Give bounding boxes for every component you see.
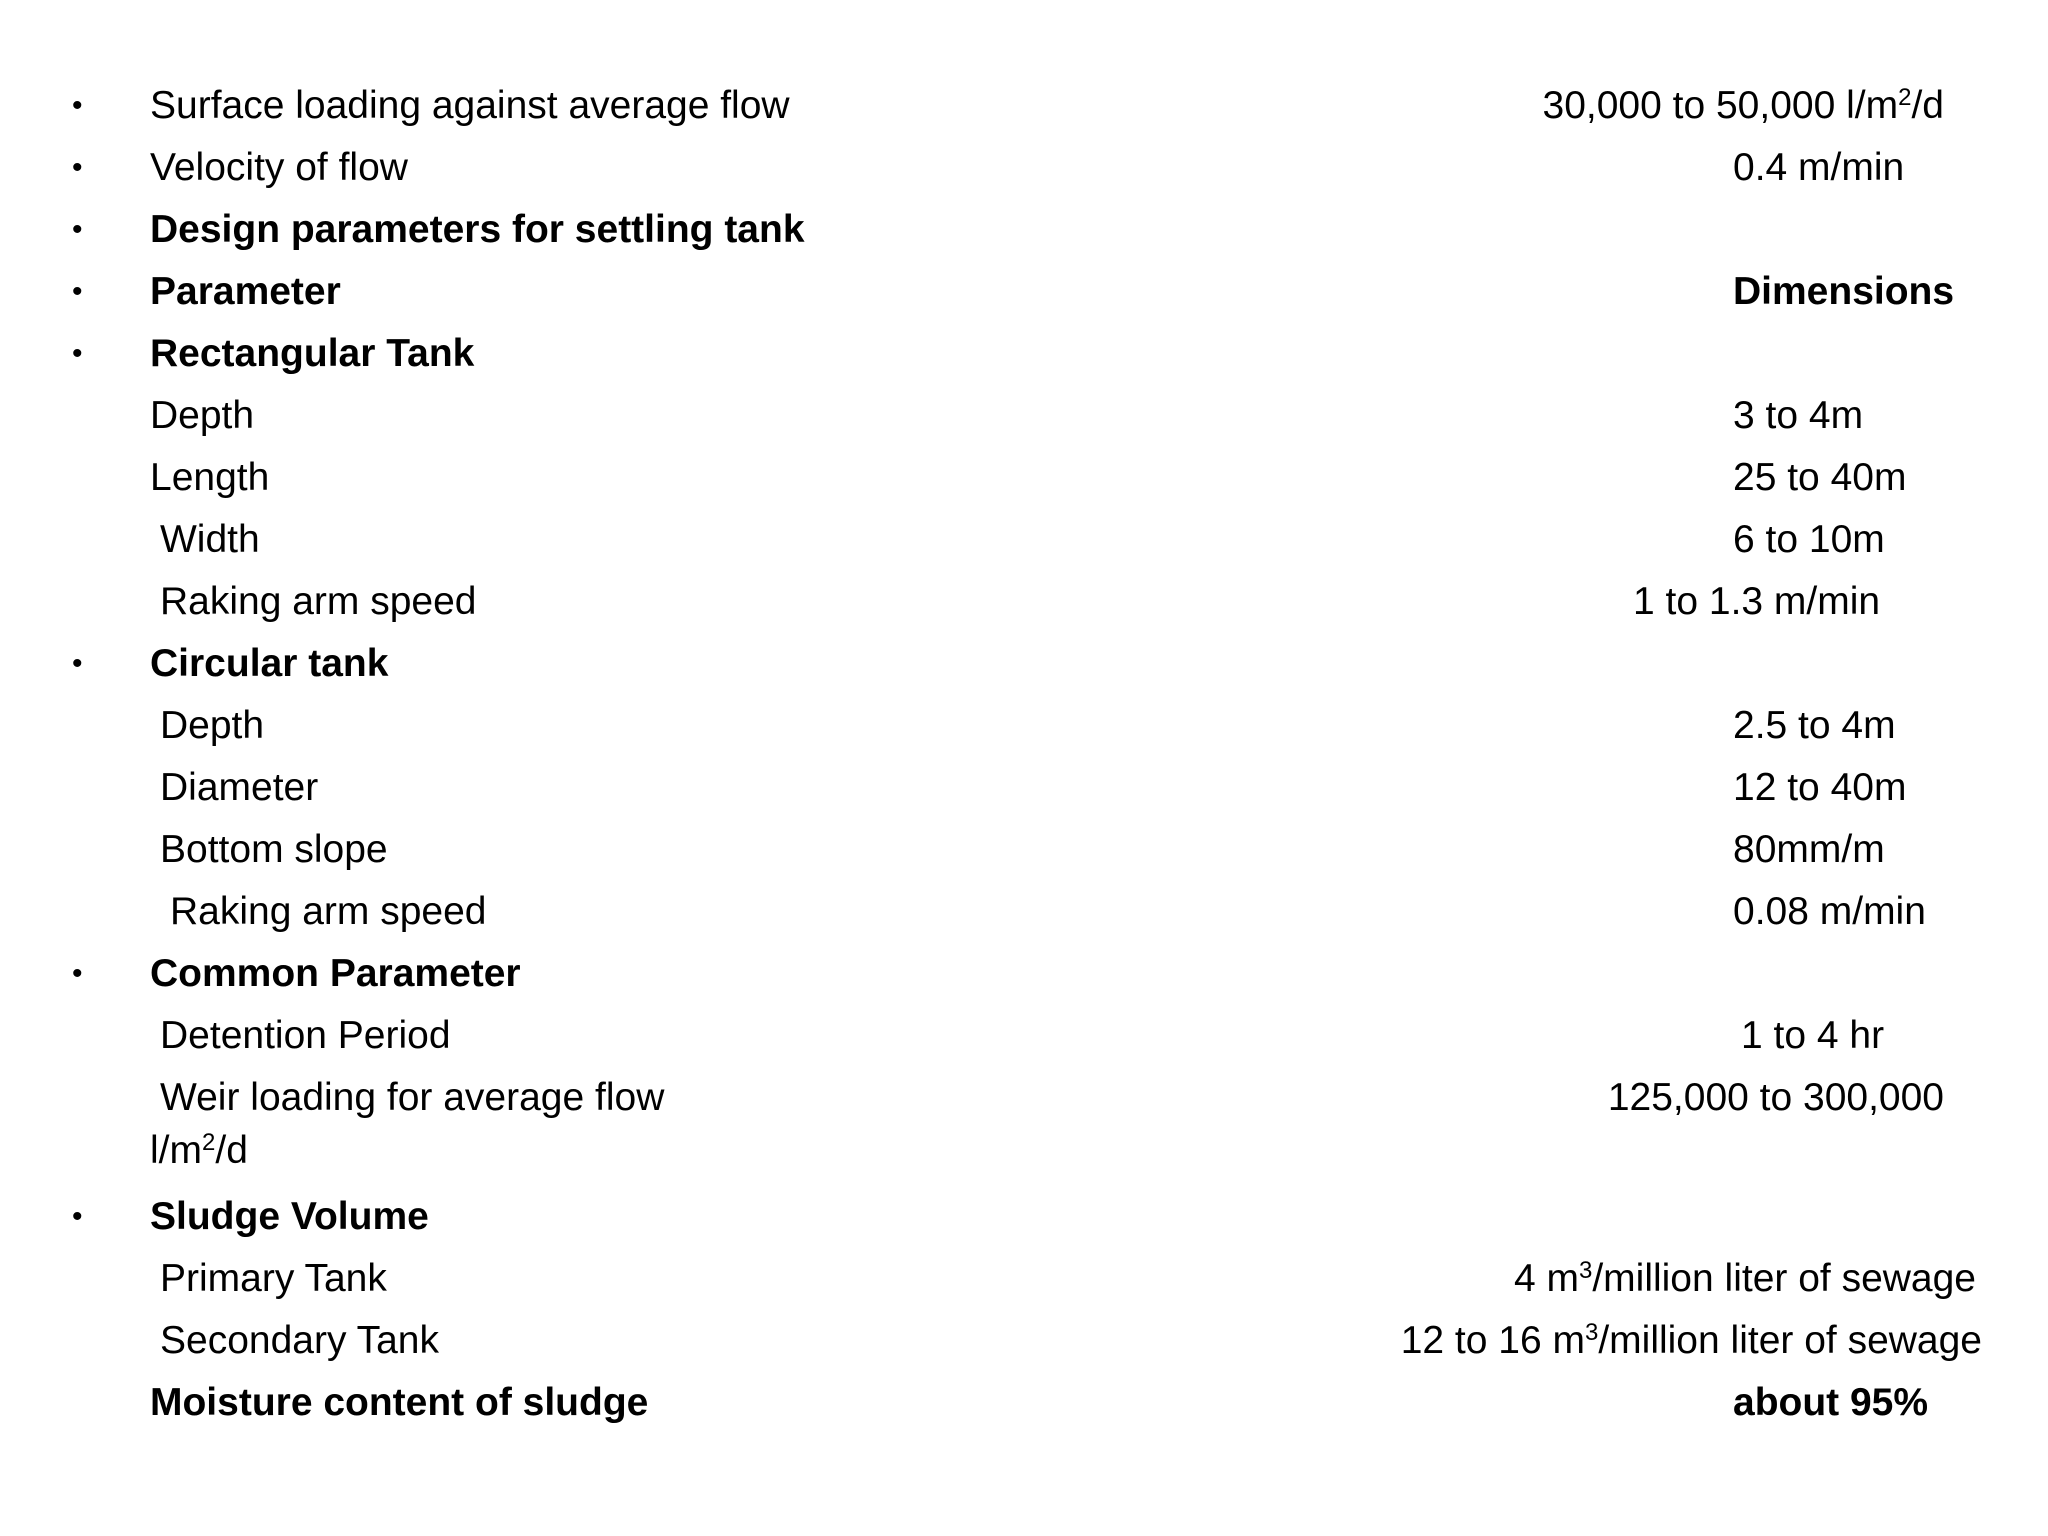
parameter-value: 2.5 to 4m	[1733, 704, 1896, 747]
list-item	[0, 571, 2048, 633]
section-heading: Circular tank	[150, 642, 389, 685]
parameter-value: 0.4 m/min	[1733, 146, 1905, 189]
parameter-label: Depth	[160, 704, 265, 747]
parameter-value: 0.08 m/min	[1733, 890, 1926, 933]
parameter-value: 1 to 4 hr	[1741, 1014, 1885, 1057]
parameter-value: 80mm/m	[1733, 828, 1885, 871]
parameter-value: 125,000 to 300,000	[1607, 1076, 1944, 1119]
list-item	[0, 943, 2048, 1005]
parameter-label: Surface loading against average flow	[150, 84, 790, 127]
parameter-value: 1 to 1.3 m/min	[1633, 580, 1881, 623]
parameter-label: Moisture content of sludge	[150, 1381, 649, 1424]
list-item	[0, 633, 2048, 695]
list-item	[0, 75, 2048, 137]
list-item-continuation	[0, 1120, 2048, 1182]
bullet: •	[72, 957, 83, 990]
list-item	[0, 447, 2048, 509]
list-item	[0, 1005, 2048, 1067]
bullet: •	[72, 1200, 83, 1233]
list-item	[0, 1248, 2048, 1310]
bullet: •	[72, 275, 83, 308]
parameter-value: 12 to 16 $m^3$/million liter of sewage	[1400, 1319, 1982, 1362]
bullet: •	[72, 337, 83, 370]
parameter-value: 30,000 to 50,000 $l/m^2/d$	[1542, 84, 1944, 127]
parameter-value: 6 to 10m	[1733, 518, 1885, 561]
list-item	[0, 1310, 2048, 1372]
parameter-label: Width	[160, 518, 260, 561]
list-item	[0, 819, 2048, 881]
parameter-unit: $l/m^2/d$	[150, 1129, 248, 1172]
parameter-label: Detention Period	[160, 1014, 451, 1057]
list-item	[0, 509, 2048, 571]
parameter-value: 4 $m^3$/million liter of sewage	[1513, 1257, 1976, 1300]
section-heading: Design parameters for settling tank	[150, 208, 805, 251]
list-item	[0, 199, 2048, 261]
list-item	[0, 1186, 2048, 1248]
section-heading: Rectangular Tank	[150, 332, 475, 375]
list-item	[0, 881, 2048, 943]
parameter-label: Secondary Tank	[160, 1319, 439, 1362]
section-heading: Sludge Volume	[150, 1195, 429, 1238]
parameter-label: Velocity of flow	[150, 146, 408, 189]
list-item	[0, 695, 2048, 757]
section-heading: Common Parameter	[150, 952, 521, 995]
list-item	[0, 385, 2048, 447]
parameter-label: Raking arm speed	[160, 580, 477, 623]
parameter-value: 25 to 40m	[1733, 456, 1907, 499]
parameter-label: Primary Tank	[160, 1257, 387, 1300]
parameter-label: Depth	[150, 394, 255, 437]
parameter-label: Weir loading for average flow	[160, 1076, 665, 1119]
bullet: •	[72, 647, 83, 680]
parameter-label: Raking arm speed	[170, 890, 487, 933]
list-item	[0, 261, 2048, 323]
parameter-value: 12 to 40m	[1733, 766, 1907, 809]
parameter-label: Length	[150, 456, 270, 499]
parameter-label: Bottom slope	[160, 828, 388, 871]
list-item	[0, 137, 2048, 199]
parameter-value: about 95%	[1733, 1381, 1929, 1424]
column-heading-parameter: Parameter	[150, 270, 341, 313]
list-item	[0, 1372, 2048, 1434]
bullet: •	[72, 151, 83, 184]
bullet: •	[72, 89, 83, 122]
parameter-label: Diameter	[160, 766, 319, 809]
parameter-value: 3 to 4m	[1733, 394, 1864, 437]
list-item	[0, 757, 2048, 819]
list-item	[0, 323, 2048, 385]
bullet: •	[72, 213, 83, 246]
column-heading-dimensions: Dimensions	[1733, 270, 1955, 313]
